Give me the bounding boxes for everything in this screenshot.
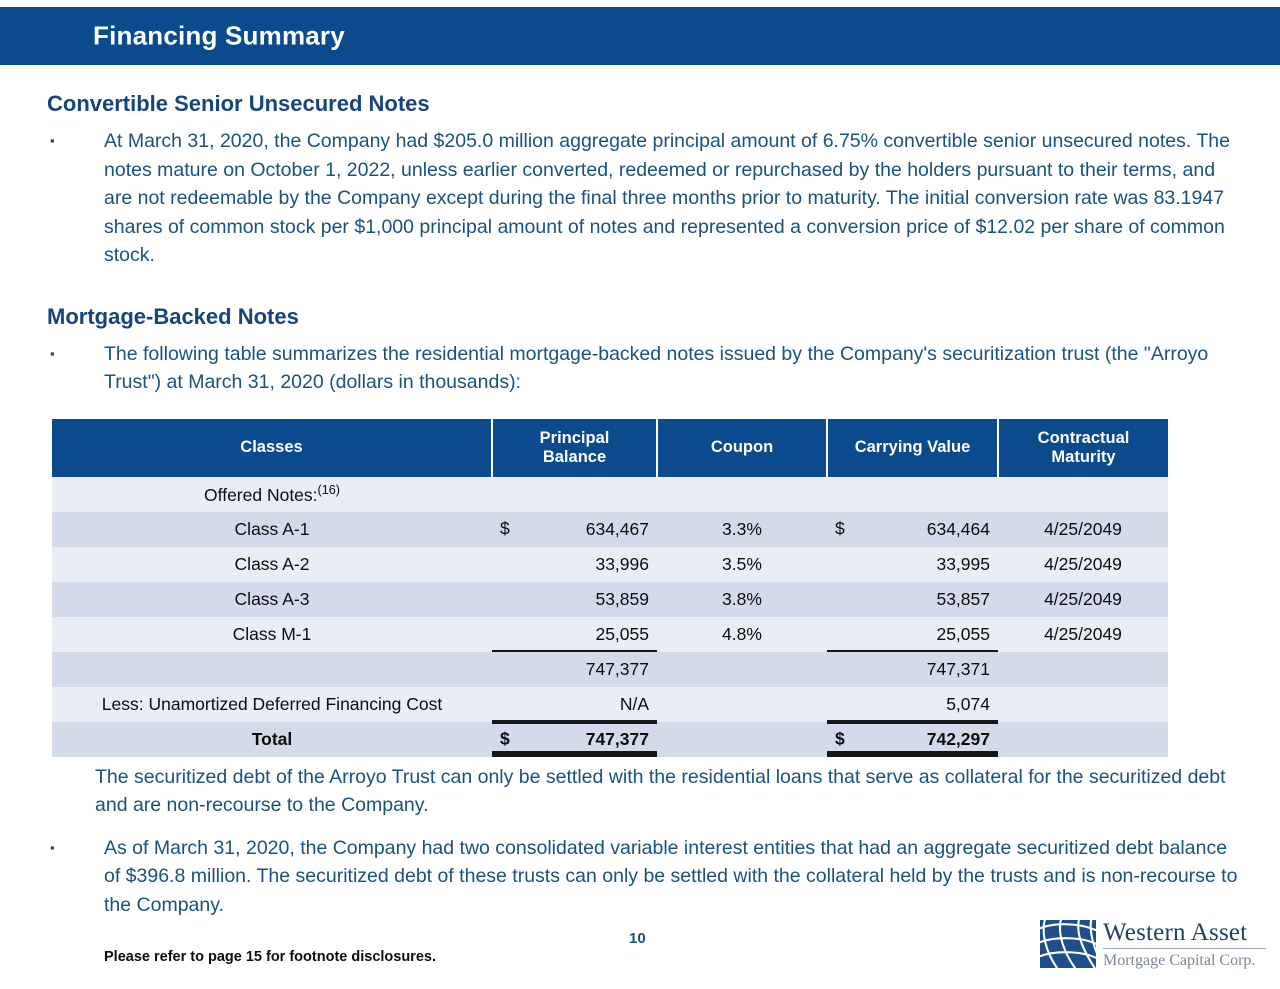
notes-table-container [0, 419, 1280, 757]
cell-principal-balance [492, 477, 657, 512]
cell-class-label: Less: Unamortized Deferred Financing Cost [52, 687, 492, 722]
cell-principal-balance [492, 652, 657, 687]
bullet-convertible-notes-text: At March 31, 2020, the Company had $205.0 million aggregate principal amount of 6.75% convertible senior unsecured notes. The notes mature on October 1, 2022, unless earlier converted, redeemed or repurchased by the holders pursuant to their terms, and are not redeemable by the Company except during the final three months prior to maturity. The initial conversion rate was 83.1947 shares of common stock per $1,000 principal amount of notes and represented a conversion price of $12.02 per share of common stock. [104, 130, 1230, 266]
section-heading-convertible-notes: Convertible Senior Unsecured Notes [47, 91, 430, 116]
cell-coupon: 3.8% [657, 582, 827, 617]
cell-value: 747,377 [585, 728, 649, 749]
bullet-table-intro-text: The following table summarizes the residential mortgage-backed notes issued by the Company's securitization trust (the "Arroyo Trust") at March 31, 2020 (dollars in thousands): [104, 342, 1209, 393]
cell-value: 747,377 [585, 658, 649, 679]
cell-value: 53,859 [595, 588, 649, 609]
western-asset-logo [1040, 918, 1266, 978]
cell-value: N/A [619, 693, 649, 714]
cell-value: 33,995 [936, 553, 990, 574]
cell-class-label: Class A-3 [52, 582, 492, 617]
table-body [52, 477, 1168, 757]
cell-class-label: Class A-1 [52, 512, 492, 547]
cell-carrying-value [827, 652, 998, 687]
table-row [52, 512, 1168, 547]
cell-value: 742,297 [926, 728, 990, 749]
globe-icon [1040, 920, 1096, 968]
cell-value: 33,996 [595, 553, 649, 574]
cell-contractual-maturity [998, 652, 1168, 687]
cell-principal-balance [492, 617, 657, 652]
logo-divider [1103, 948, 1266, 949]
table-row [52, 547, 1168, 582]
cell-principal-balance [492, 547, 657, 582]
cell-contractual-maturity: 4/25/2049 [998, 547, 1168, 582]
cell-class-label: Class M-1 [52, 617, 492, 652]
bullet-convertible-notes [0, 127, 1280, 270]
column-header-principal-line2: Balance [542, 447, 607, 466]
cell-value: 747,371 [926, 658, 990, 679]
cell-carrying-value [827, 722, 998, 757]
cell-value: 5,074 [946, 693, 990, 714]
cell-coupon [657, 652, 827, 687]
bullet-marker-icon [47, 127, 104, 270]
table-row [52, 687, 1168, 722]
column-header-carrying-value: Carrying Value [827, 419, 998, 477]
logo-name-primary: Western Asset [1103, 919, 1248, 946]
cell-carrying-value [827, 582, 998, 617]
cell-contractual-maturity: 4/25/2049 [998, 617, 1168, 652]
column-header-contractual-maturity [998, 419, 1168, 477]
currency-symbol: $ [835, 728, 845, 749]
bullet-marker-icon [47, 340, 104, 397]
slide-content [0, 65, 1280, 919]
cell-value: 25,055 [936, 623, 990, 644]
cell-carrying-value [827, 687, 998, 722]
table-row [52, 617, 1168, 652]
mortgage-backed-notes-table [52, 419, 1168, 757]
cell-coupon: 3.3% [657, 512, 827, 547]
cell-class-label [52, 652, 492, 687]
footnote-disclosure-text: Please refer to page 15 for footnote disclosures. [104, 949, 436, 965]
currency-symbol: $ [835, 518, 845, 539]
column-header-classes: Classes [52, 419, 492, 477]
bullet-table-intro [0, 340, 1280, 397]
currency-symbol: $ [500, 518, 510, 539]
column-header-principal-balance [492, 419, 657, 477]
cell-class-label: Offered Notes:$^{(16)}$ [52, 477, 492, 512]
page-number: 10 [629, 930, 646, 947]
bullet-variable-interest-entities [0, 834, 1280, 920]
cell-coupon [657, 722, 827, 757]
cell-carrying-value [827, 547, 998, 582]
cell-contractual-maturity: 4/25/2049 [998, 582, 1168, 617]
cell-carrying-value [827, 477, 998, 512]
cell-coupon: 4.8% [657, 617, 827, 652]
cell-carrying-value [827, 512, 998, 547]
table-row [52, 652, 1168, 687]
section-heading-mortgage-backed-notes: Mortgage-Backed Notes [47, 303, 299, 329]
table-header [52, 419, 1168, 477]
page-title: Financing Summary [93, 20, 345, 51]
cell-value: 53,857 [936, 588, 990, 609]
cell-coupon: 3.5% [657, 547, 827, 582]
cell-contractual-maturity [998, 477, 1168, 512]
cell-principal-balance [492, 687, 657, 722]
table-row [52, 582, 1168, 617]
cell-value: 25,055 [595, 623, 649, 644]
slide-title-bar [0, 7, 1280, 65]
cell-contractual-maturity [998, 687, 1168, 722]
cell-coupon [657, 687, 827, 722]
cell-principal-balance [492, 722, 657, 757]
cell-contractual-maturity [998, 722, 1168, 757]
table-row [52, 477, 1168, 512]
cell-class-label: Class A-2 [52, 547, 492, 582]
logo-wordmark [1103, 918, 1266, 970]
cell-principal-balance [492, 512, 657, 547]
column-header-coupon: Coupon [657, 419, 827, 477]
table-header-row [52, 419, 1168, 477]
cell-carrying-value [827, 617, 998, 652]
cell-value: 634,464 [926, 518, 990, 539]
column-header-principal-line1: Principal [539, 428, 610, 447]
table-row [52, 722, 1168, 757]
cell-coupon [657, 477, 827, 512]
cell-principal-balance [492, 582, 657, 617]
cell-value: 634,467 [585, 518, 649, 539]
column-header-contractual-line1: Contractual [1037, 428, 1130, 447]
footnote-marker: (16) [317, 482, 340, 497]
column-header-contractual-line2: Maturity [1051, 447, 1116, 466]
cell-class-label: Total [52, 722, 492, 757]
paragraph-securitized-debt: The securitized debt of the Arroyo Trust can only be settled with the residential loans that serve as collateral for the securitized debt and are non-recourse to the Company. [95, 765, 1226, 816]
currency-symbol: $ [500, 728, 510, 749]
logo-name-secondary: Mortgage Capital Corp. [1103, 952, 1256, 969]
bullet-variable-interest-entities-text: As of March 31, 2020, the Company had two consolidated variable interest entities that had an aggregate securitized debt balance of $396.8 million. The securitized debt of these trusts can only be settled with the collateral held by the trusts and is non-recourse to the Company. [104, 836, 1238, 916]
cell-contractual-maturity: 4/25/2049 [998, 512, 1168, 547]
bullet-marker-icon [47, 834, 104, 920]
